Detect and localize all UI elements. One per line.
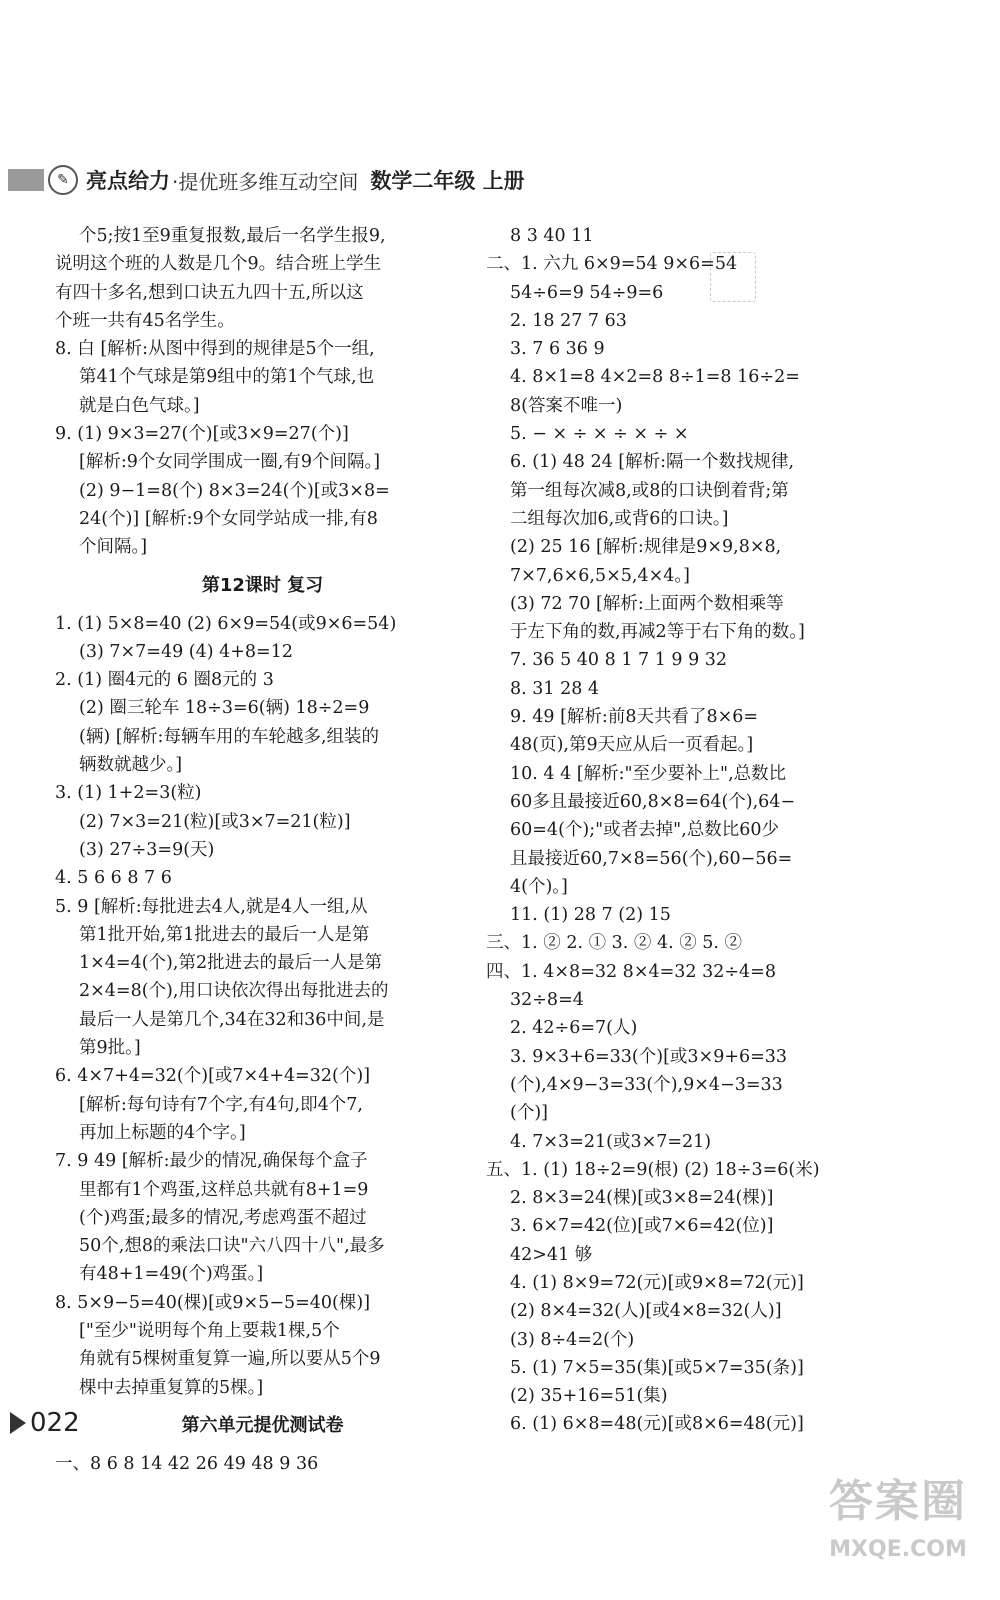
answer-line: 二组每次加6,或背6的口诀。] xyxy=(510,508,729,529)
answer-line: 3. 9×3+6=33(个)[或3×9+6=33 xyxy=(510,1046,788,1067)
answer-line: 于左下角的数,再减2等于右下角的数。] xyxy=(510,622,805,643)
answer-line: 2×4=8(个),用口诀依次得出每批进去的 xyxy=(79,981,389,1002)
answer-line: 第41个气球是第9组中的第1个气球,也 xyxy=(79,367,375,388)
triangle-arrow-icon xyxy=(10,1412,26,1434)
page-number xyxy=(10,1408,80,1438)
header-bar-decoration xyxy=(8,169,44,191)
answer-line: 8. 白 [解析:从图中得到的规律是5个一组, xyxy=(55,339,375,360)
answer-line: 8. 5×9−5=40(棵)[或9×5−5=40(棵)] xyxy=(55,1292,371,1313)
answer-line: 4(个)。] xyxy=(510,876,568,897)
section-heading-lesson-12: 第12课时 复习 xyxy=(201,574,324,596)
answer-line: 4. (1) 8×9=72(元)[或9×8=72(元)] xyxy=(510,1272,804,1293)
answer-line: 3. 7 6 36 9 xyxy=(510,339,605,360)
answer-line: 3. 6×7=42(位)[或7×6=42(位)] xyxy=(510,1216,774,1237)
answer-line: 54÷6=9 54÷9=6 xyxy=(510,282,664,303)
answer-line: 1. (1) 5×8=40 (2) 6×9=54(或9×6=54) xyxy=(55,613,397,634)
answer-line: 48(页),第9天应从后一页看起。] xyxy=(510,735,754,756)
right-column xyxy=(486,222,881,1439)
answer-line: 第1批开始,第1批进去的最后一人是第 xyxy=(79,924,370,945)
answer-line: 5. (1) 7×5=35(集)[或5×7=35(条)] xyxy=(510,1357,804,1378)
answer-line: 5. 9 [解析:每批进去4人,就是4人一组,从 xyxy=(55,896,368,917)
answer-line: 一、8 6 8 14 42 26 49 48 9 36 xyxy=(55,1453,319,1474)
answer-line: 2. (1) 圈4元的 6 圈8元的 3 xyxy=(55,670,274,691)
answer-line: 有四十多名,想到口诀五九四十五,所以这 xyxy=(55,282,364,303)
answer-line: 2. 8×3=24(棵)[或3×8=24(棵)] xyxy=(510,1188,774,1209)
answer-line: 个间隔。] xyxy=(79,537,148,558)
answer-line: (3) 7×7=49 (4) 4+8=12 xyxy=(79,641,293,662)
answer-line: 8 3 40 11 xyxy=(510,226,594,246)
answer-line: 60=4(个);"或者去掉",总数比60少 xyxy=(510,820,780,841)
answer-line: 1×4=4(个),第2批进去的最后一人是第 xyxy=(79,953,383,974)
answer-line: 8. 31 28 4 xyxy=(510,678,600,699)
answer-line: 6. 4×7+4=32(个)[或7×4+4=32(个)] xyxy=(55,1066,371,1087)
book-title: 数学二年级 上册 xyxy=(370,169,525,193)
answer-line: (3) 8÷4=2(个) xyxy=(510,1329,635,1350)
answer-line: 最后一人是第几个,34在32和36中间,是 xyxy=(79,1009,385,1030)
answer-line: (2) 9−1=8(个) 8×3=24(个)[或3×8= xyxy=(79,480,390,501)
answer-line: 2. 18 27 7 63 xyxy=(510,310,627,331)
answer-line: (2) 7×3=21(粒)[或3×7=21(粒)] xyxy=(79,811,351,832)
answer-line: 就是白色气球。] xyxy=(79,395,200,416)
answer-line: (2) 圈三轮车 18÷3=6(辆) 18÷2=9 xyxy=(79,698,370,719)
answer-line: (辆) [解析:每辆车用的车轮越多,组装的 xyxy=(79,726,380,747)
watermark-url: MXQE.COM xyxy=(829,1537,967,1562)
answer-line: 42>41 够 xyxy=(510,1244,593,1265)
answer-line: 里都有1个鸡蛋,这样总共就有8+1=9 xyxy=(79,1179,369,1200)
answer-line: ["至少"说明每个角上要栽1棵,5个 xyxy=(79,1320,340,1341)
answer-line: 10. 4 4 [解析:"至少要补上",总数比 xyxy=(510,763,787,784)
answer-line: 24(个)] [解析:9个女同学站成一排,有8 xyxy=(79,508,378,529)
answer-line: 二、1. 六九 6×9=54 9×6=54 xyxy=(486,254,738,275)
answer-line: 5. − × ÷ × ÷ × ÷ × xyxy=(510,424,689,445)
answer-line: 6. (1) 6×8=48(元)[或8×6=48(元)] xyxy=(510,1414,804,1435)
answer-line: 8(答案不唯一) xyxy=(510,395,623,416)
page-number-text: 022 xyxy=(30,1408,80,1438)
answer-line: (2) 25 16 [解析:规律是9×9,8×8, xyxy=(510,537,782,558)
answer-line: 角就有5棵树重复算一遍,所以要从5个9 xyxy=(79,1349,381,1370)
answer-line: 4. 8×1=8 4×2=8 8÷1=8 16÷2= xyxy=(510,367,800,388)
answer-line: [解析:9个女同学围成一圈,有9个间隔。] xyxy=(79,452,381,473)
answer-line: 9. 49 [解析:前8天共看了8×6= xyxy=(510,707,759,728)
answer-line: 2. 42÷6=7(人) xyxy=(510,1018,638,1039)
answer-line: 7×7,6×6,5×5,4×4。] xyxy=(510,565,690,586)
answer-line: 说明这个班的人数是几个9。结合班上学生 xyxy=(55,254,382,275)
answer-line: (个)鸡蛋;最多的情况,考虑鸡蛋不超过 xyxy=(79,1207,367,1228)
answer-line: 棵中去掉重复算的5棵。] xyxy=(79,1377,264,1398)
answer-line: 第一组每次减8,或8的口诀倒着背;第 xyxy=(510,480,789,501)
answer-line: [解析:每句诗有7个字,有4句,即4个7, xyxy=(79,1094,363,1115)
answer-line: (2) 8×4=32(人)[或4×8=32(人)] xyxy=(510,1301,782,1322)
answer-line: 6. (1) 48 24 [解析:隔一个数找规律, xyxy=(510,452,795,473)
watermark xyxy=(808,1470,988,1590)
answer-line: 3. (1) 1+2=3(粒) xyxy=(55,783,202,804)
answer-line: 五、1. (1) 18÷2=9(根) (2) 18÷3=6(米) xyxy=(486,1159,820,1180)
answer-line: 32÷8=4 xyxy=(510,990,584,1011)
answer-line: 三、1. ② 2. ① 3. ② 4. ② 5. ② xyxy=(486,933,743,954)
answer-line: (个),4×9−3=33(个),9×4−3=33 xyxy=(510,1074,783,1095)
answer-line: 有48+1=49(个)鸡蛋。] xyxy=(79,1264,264,1285)
series-subtitle: ·提优班多维互动空间 xyxy=(172,169,359,194)
answer-line: 7. 36 5 40 8 1 7 1 9 9 32 xyxy=(510,650,728,671)
answer-line: 7. 9 49 [解析:最少的情况,确保每个盒子 xyxy=(55,1151,368,1172)
answer-line: 50个,想8的乘法口诀"六八四十八",最多 xyxy=(79,1236,385,1257)
answer-line: 4. 5 6 6 8 7 6 xyxy=(55,868,172,889)
answer-line: 辆数就越少。] xyxy=(79,755,183,776)
answer-line: 四、1. 4×8=32 8×4=32 32÷4=8 xyxy=(486,961,776,982)
answer-line: 11. (1) 28 7 (2) 15 xyxy=(510,905,671,926)
section-heading-unit-6-test: 第六单元提优测试卷 xyxy=(181,1414,344,1436)
brand-name: 亮点给力 xyxy=(86,169,170,193)
answer-line: 个5;按1至9重复报数,最后一名学生报9, xyxy=(79,226,386,246)
page-header xyxy=(8,160,568,200)
answer-line: 再加上标题的4个字。] xyxy=(79,1122,246,1143)
left-column xyxy=(55,222,470,1478)
answer-line: (个)] xyxy=(510,1103,548,1124)
brand-logo-icon: ✎ xyxy=(48,165,78,195)
answer-line: (3) 72 70 [解析:上面两个数相乘等 xyxy=(510,593,784,614)
answer-line: 个班一共有45名学生。 xyxy=(55,310,235,331)
answer-line: 第9批。] xyxy=(79,1038,141,1059)
answer-line: 60多且最接近60,8×8=64(个),64− xyxy=(510,791,796,812)
answer-line: (3) 27÷3=9(天) xyxy=(79,839,215,860)
answer-line: 9. (1) 9×3=27(个)[或3×9=27(个)] xyxy=(55,424,349,445)
answer-line: (2) 35+16=51(集) xyxy=(510,1386,668,1407)
answer-line: 且最接近60,7×8=56(个),60−56= xyxy=(510,848,793,869)
answer-line: 4. 7×3=21(或3×7=21) xyxy=(510,1131,712,1152)
watermark-logo-text: 答案圈 xyxy=(829,1476,967,1527)
